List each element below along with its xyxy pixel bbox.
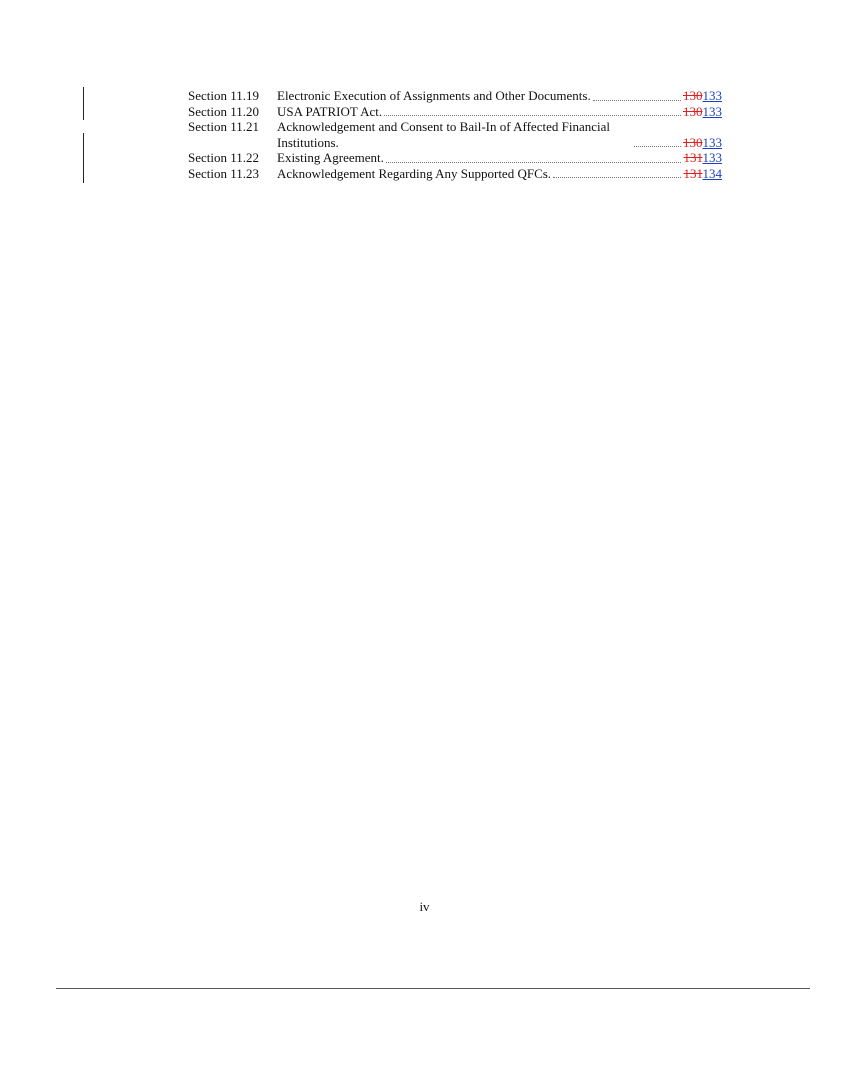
toc-section-number: Section 11.22 (188, 150, 260, 165)
inserted-page-number[interactable]: 133 (702, 150, 722, 165)
footer-divider (56, 988, 810, 989)
toc-section-number: Section 11.20 (188, 103, 260, 119)
dot-leader (384, 115, 681, 116)
inserted-page-number[interactable]: 133 (702, 134, 722, 150)
change-bar (83, 87, 84, 120)
toc-section-title: Acknowledgement and Consent to Bail-In of Affected Financial Institutions. (277, 119, 610, 150)
dot-leader (593, 100, 681, 101)
toc-section-title: Electronic Execution of Assignments and Other Documents. (277, 88, 591, 103)
toc-entry-11-23[interactable] (188, 166, 722, 182)
dot-leader (553, 177, 681, 178)
toc-section-title: USA PATRIOT Act. (277, 103, 383, 119)
change-bar (83, 133, 84, 183)
toc-section-title: Acknowledgement Regarding Any Supported QFCs. (277, 165, 552, 181)
deleted-page-number: 130 (683, 103, 703, 119)
deleted-page-number: 130 (683, 134, 703, 150)
toc-entry-11-21[interactable] (188, 119, 722, 150)
dot-leader (634, 146, 681, 147)
page-number: iv (419, 899, 430, 914)
dot-leader (386, 162, 682, 163)
toc-section-number: Section 11.21 (188, 119, 260, 134)
deleted-page-number: 131 (683, 165, 703, 181)
toc-section-number: Section 11.19 (188, 88, 260, 103)
toc-section-number: Section 11.23 (188, 165, 260, 181)
table-of-contents (188, 88, 722, 181)
inserted-page-number[interactable]: 133 (702, 103, 722, 119)
toc-entry-11-19[interactable] (188, 88, 722, 104)
deleted-page-number: 131 (683, 150, 703, 165)
toc-section-title: Existing Agreement. (277, 150, 384, 165)
inserted-page-number[interactable]: 133 (702, 88, 722, 103)
inserted-page-number[interactable]: 134 (702, 165, 722, 181)
deleted-page-number: 130 (683, 88, 703, 103)
toc-entry-11-22[interactable] (188, 150, 722, 166)
toc-entry-11-20[interactable] (188, 104, 722, 120)
